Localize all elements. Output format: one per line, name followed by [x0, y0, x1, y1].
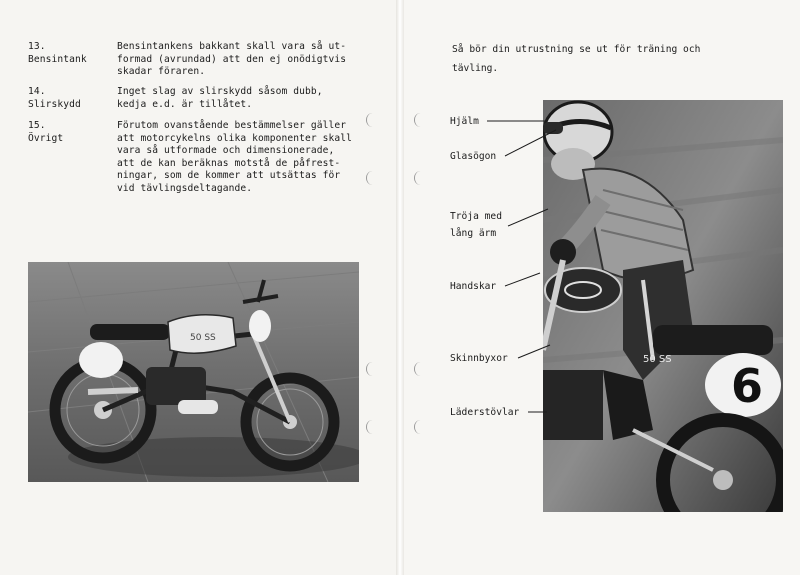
race-number: 6 [731, 359, 764, 413]
equipment-heading: Så bör din utrustning se ut för träning och tävling. [452, 44, 701, 74]
rule-15-number: 15. [28, 120, 46, 131]
label-long-sleeve-jersey: Tröja med lång ärm [450, 211, 502, 239]
label-leather-boots: Läderstövlar [450, 407, 520, 418]
label-leather-trousers: Skinnbyxor [450, 353, 508, 364]
rule-14-title: Slirskydd [28, 98, 81, 110]
rule-15-title: Övrigt [28, 132, 64, 144]
tank-badge-right: 50 SS [643, 354, 672, 365]
label-goggles: Glasögon [450, 151, 497, 162]
rule-13-title: Bensintank [28, 53, 87, 65]
rule-13-number: 13. [28, 41, 46, 52]
rule-14-number: 14. [28, 86, 46, 97]
tank-badge: 50 SS [190, 333, 216, 343]
rule-13-text: Bensintankens bakkant skall vara så ut- formad (avrundad) att den ej onödigtvis skadar föraren. [117, 41, 347, 78]
rule-14-text: Inget slag av slirskydd såsom dubb, kedja e.d. är tillåtet. [117, 86, 323, 110]
rule-15-text: Förutom ovanstående bestämmelser gäller att motorcykelns olika komponenter skall vara så utformade och dimensionerade, att de kan beräknas motstå de påfrest- ningar, som de kommer att utsättas för vid tävlingsdeltagande. [117, 120, 353, 194]
label-helmet: Hjälm [450, 116, 479, 127]
label-gloves: Handskar [450, 281, 497, 292]
